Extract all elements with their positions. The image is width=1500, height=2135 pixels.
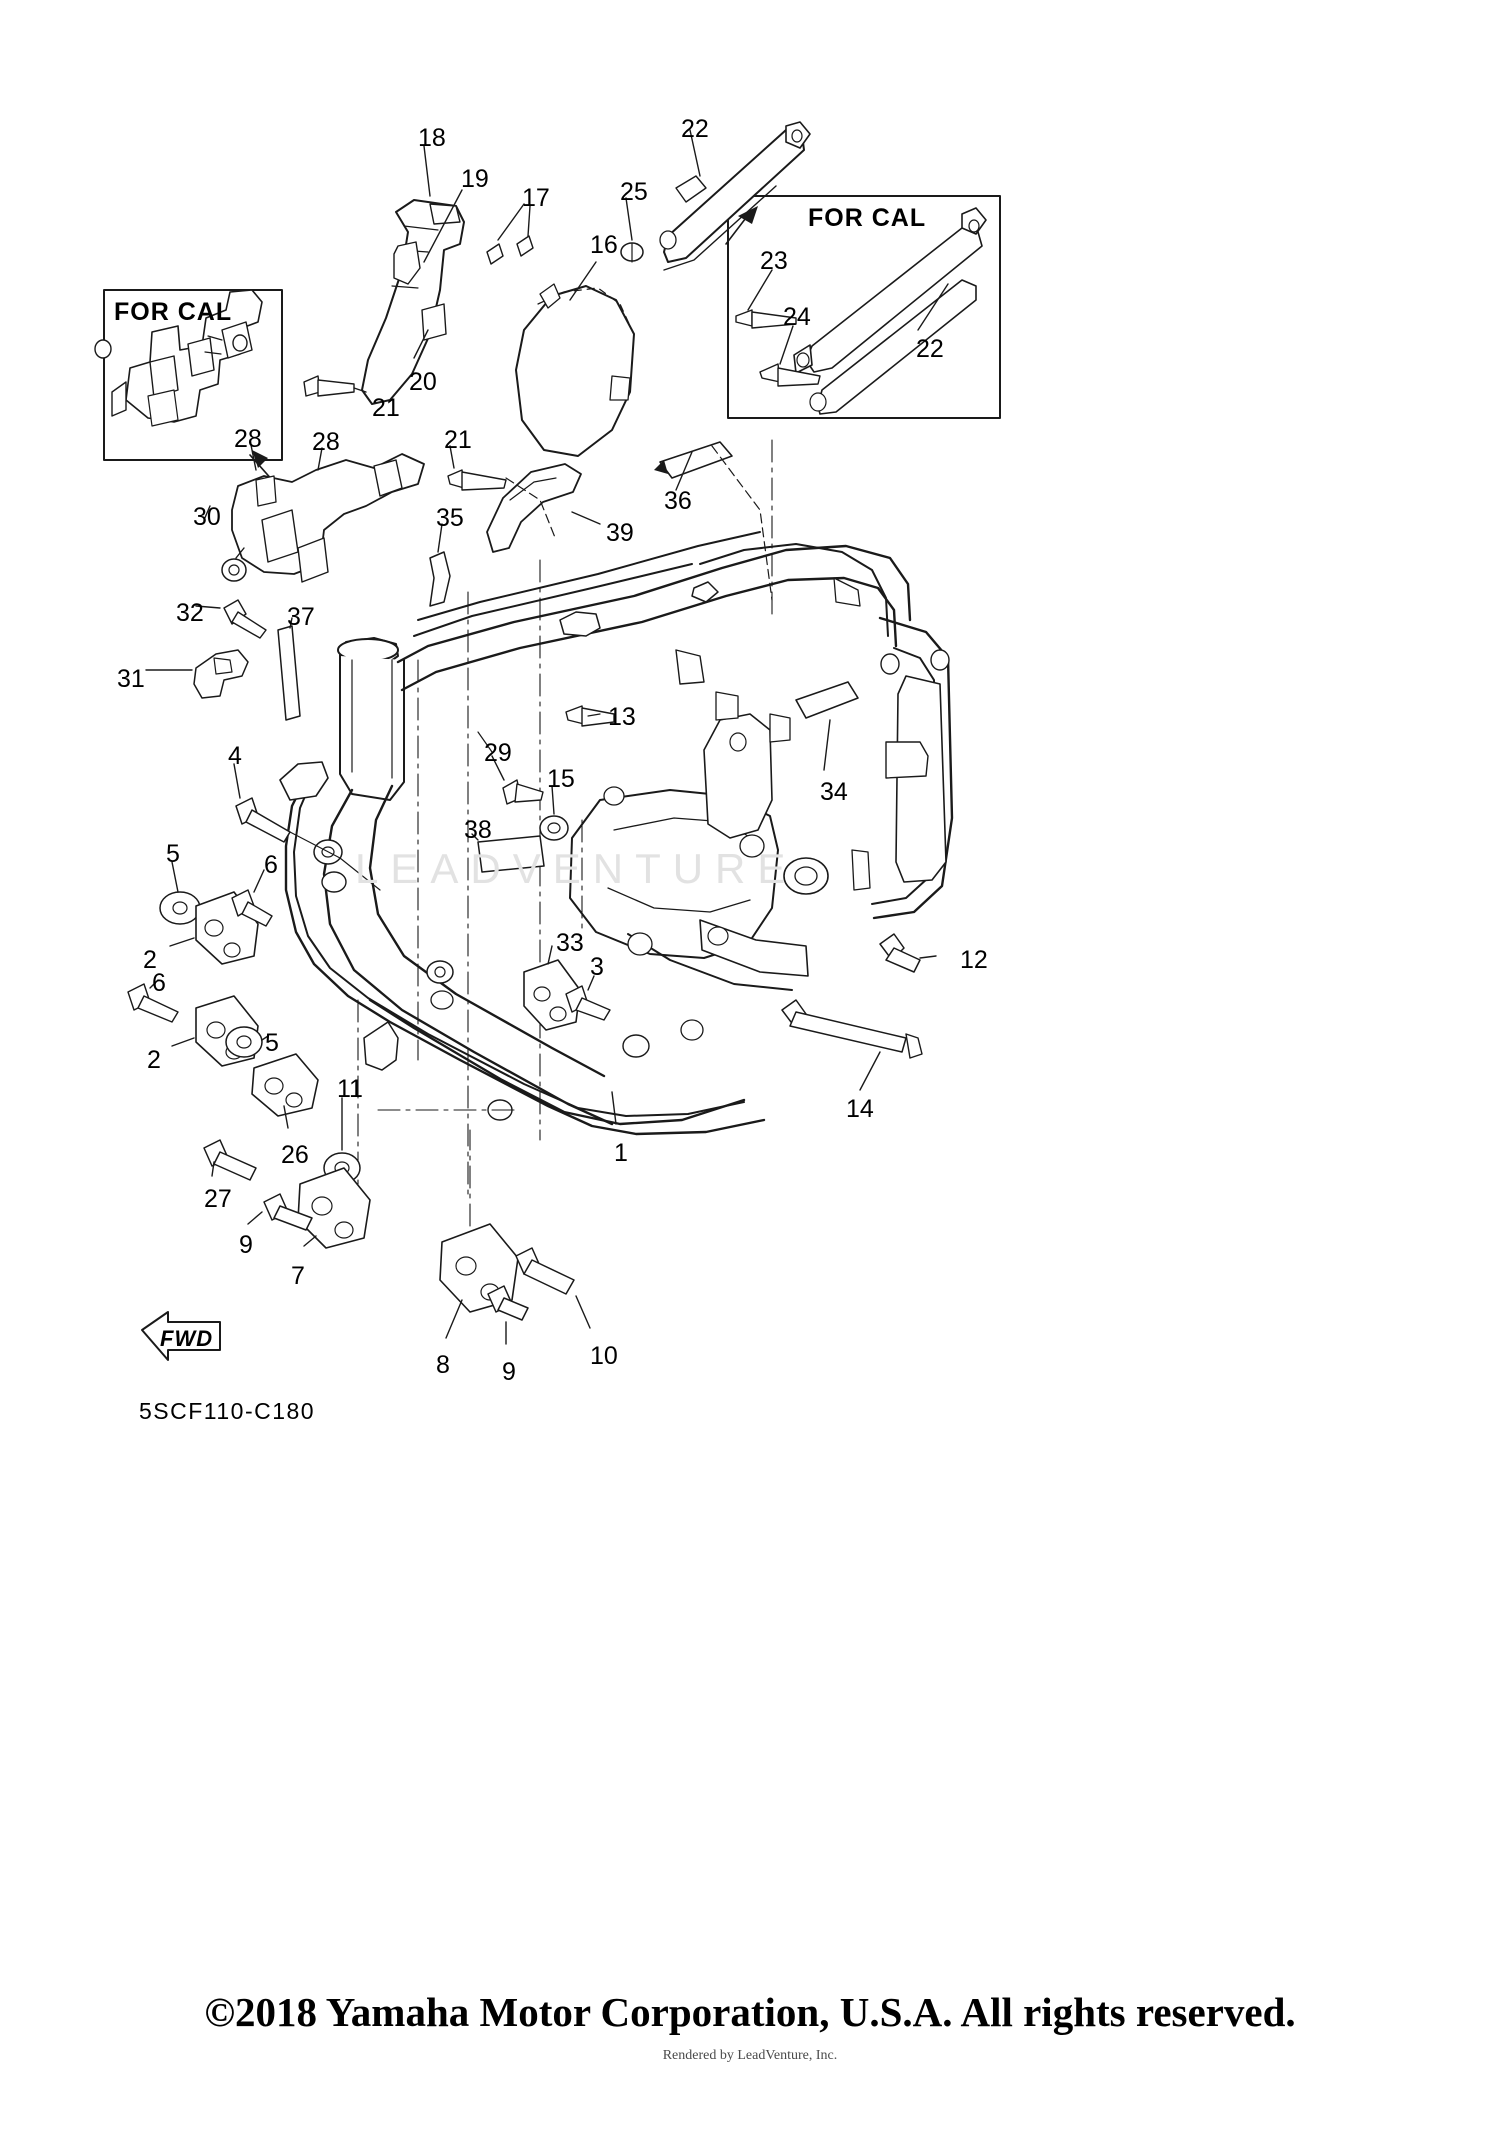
bottom-hardware (440, 1130, 590, 1344)
callout-number-23: 23 (760, 247, 788, 275)
callout-number-8: 8 (436, 1351, 450, 1379)
callout-number-27: 27 (204, 1185, 232, 1213)
callout-number-39: 39 (606, 519, 634, 547)
fwd-label: FWD (160, 1326, 214, 1351)
callout-number-22: 22 (916, 335, 944, 363)
callout-number-19: 19 (461, 165, 489, 193)
callout-number-9: 9 (502, 1358, 516, 1386)
rendered-by-notice: Rendered by LeadVenture, Inc. (662, 2048, 838, 2063)
callout-number-20: 20 (409, 368, 437, 396)
callout-number-2: 2 (143, 946, 157, 974)
callout-number-3: 3 (590, 953, 604, 981)
callout-number-6: 6 (152, 969, 166, 997)
callout-number-35: 35 (436, 504, 464, 532)
callout-number-34: 34 (820, 778, 848, 806)
callout-number-5: 5 (265, 1029, 279, 1057)
callout-number-25: 25 (620, 178, 648, 206)
callout-number-33: 33 (556, 929, 584, 957)
inset-label-right: FOR CAL (808, 204, 927, 232)
long-bolt-14 (782, 1000, 922, 1090)
clip-35 (430, 524, 450, 606)
copyright-notice: ©2018 Yamaha Motor Corporation, U.S.A. All rights reserved. (204, 1989, 1296, 2035)
pin-group-17 (487, 204, 533, 264)
callout-number-11: 11 (337, 1075, 363, 1103)
callout-number-17: 17 (522, 184, 550, 212)
nut-15 (540, 786, 568, 840)
callout-number-29: 29 (484, 739, 512, 767)
callout-number-1: 1 (614, 1139, 628, 1167)
callout-number-32: 32 (176, 599, 204, 627)
callout-number-24: 24 (783, 303, 811, 331)
callout-number-31: 31 (117, 665, 145, 693)
callout-number-15: 15 (547, 765, 575, 793)
callout-number-6: 6 (264, 851, 278, 879)
callout-number-38: 38 (464, 816, 492, 844)
main-frame (280, 440, 952, 1200)
callout-number-9: 9 (239, 1231, 253, 1259)
callout-number-12: 12 (960, 946, 988, 974)
leader-1 (612, 1092, 616, 1124)
callout-number-14: 14 (846, 1095, 874, 1123)
part-code: 5SCF110-C180 (139, 1398, 316, 1424)
callout-number-16: 16 (590, 231, 618, 259)
callout-number-22: 22 (681, 115, 709, 143)
callout-number-28: 28 (234, 425, 262, 453)
inset-label-left: FOR CAL (114, 298, 233, 326)
callout-number-10: 10 (590, 1342, 618, 1370)
bolt-group-25 (621, 198, 643, 262)
callout-number-36: 36 (664, 487, 692, 515)
plate-34 (796, 682, 858, 770)
bolt-12 (880, 934, 936, 972)
callout-number-28: 28 (312, 428, 340, 456)
callout-number-7: 7 (291, 1262, 305, 1290)
callout-number-21: 21 (444, 426, 472, 454)
plate-36 (654, 442, 772, 600)
callout-number-4: 4 (228, 742, 242, 770)
callout-number-37: 37 (287, 603, 315, 631)
watermark: LEADVENTURE (355, 845, 798, 892)
callout-number-13: 13 (608, 703, 636, 731)
callout-number-30: 30 (193, 503, 221, 531)
callout-number-2: 2 (147, 1046, 161, 1074)
callout-number-18: 18 (418, 124, 446, 152)
callout-number-5: 5 (166, 840, 180, 868)
cover-plate-16 (516, 262, 634, 456)
upper-left-bracket-group (304, 146, 464, 404)
callout-number-21: 21 (372, 394, 400, 422)
bolt-13 (566, 706, 614, 726)
callout-number-26: 26 (281, 1141, 309, 1169)
